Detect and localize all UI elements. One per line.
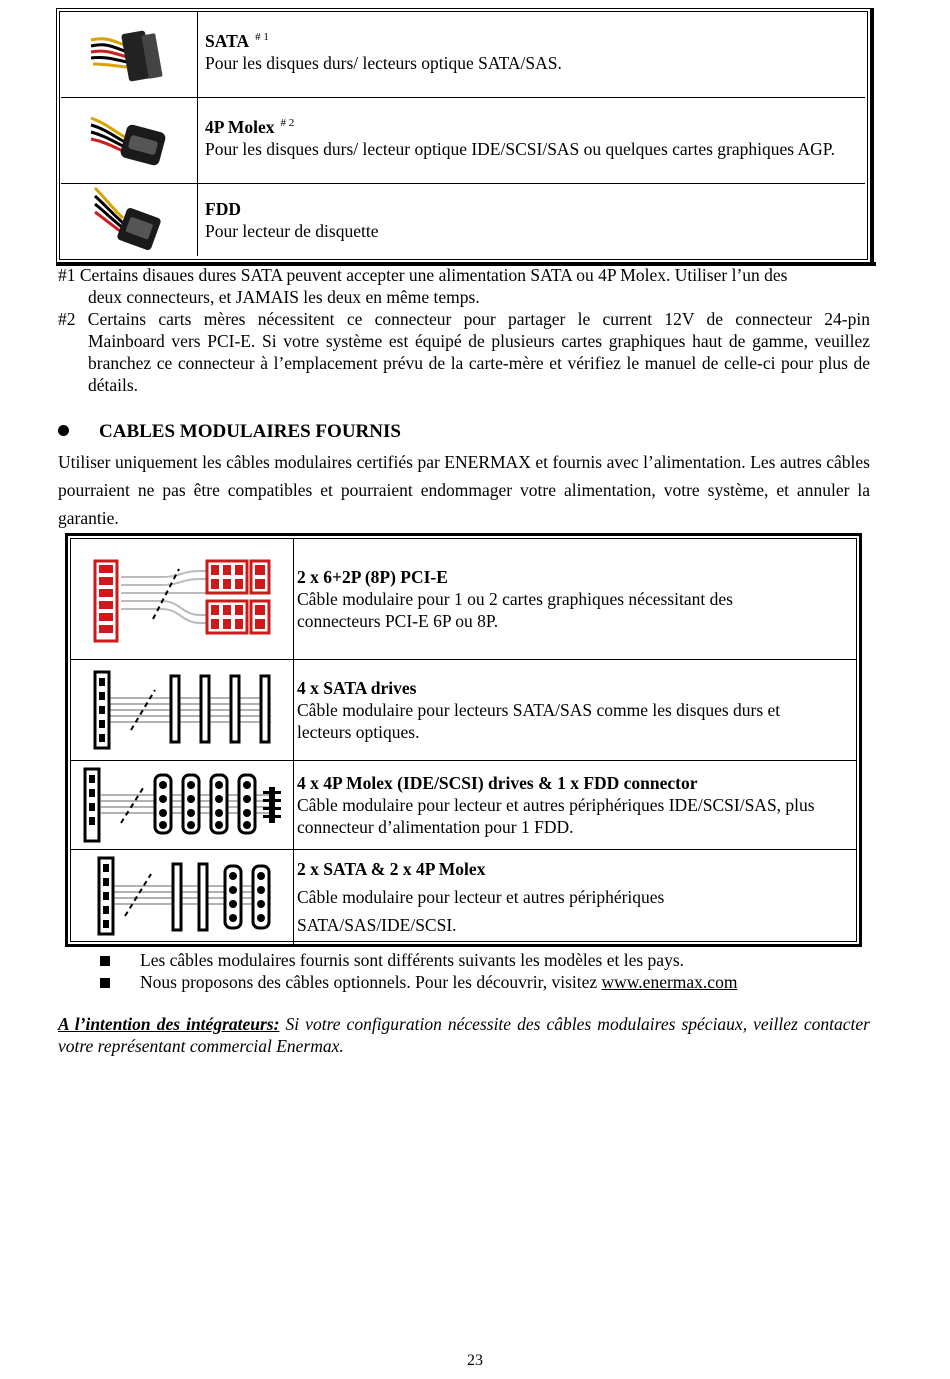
footnote-1-line2: deux connecteurs, et JAMAIS les deux en même temps. <box>88 287 480 307</box>
connector-row-molex <box>61 98 865 184</box>
connector-desc: Pour les disques durs/ lecteurs optique SATA/SAS. <box>205 52 562 73</box>
modular-desc: Câble modulaire pour lecteur et autres périphériques <box>297 887 665 907</box>
combo-modular-diagram <box>71 850 294 944</box>
connector-text <box>205 198 379 242</box>
fdd-cable-image <box>61 184 198 256</box>
modular-title: 4 x 4P Molex (IDE/SCSI) drives & 1 x FDD connector <box>297 773 698 793</box>
connector-name: FDD <box>205 199 241 219</box>
sata-modular-diagram <box>71 660 294 760</box>
footnote-2-rest: Mainboard vers PCI-E. Si votre système est équipé de plusieurs cartes graphiques haut de gamme, veuillez branchez ce connecteur à l’emplacement prévu de la carte-mère et vérifiez le manuel de celle-ci pour plus de détails. <box>88 331 870 395</box>
modular-desc: Câble modulaire pour lecteur et autres périphériques IDE/SCSI/SAS, plus connecteur d’alimentation pour 1 FDD. <box>297 795 815 837</box>
modular-title: 2 x 6+2P (8P) PCI-E <box>297 567 448 587</box>
footnote-1 <box>58 264 870 308</box>
modular-text <box>297 566 787 632</box>
modular-text <box>297 772 837 838</box>
footnote-2 <box>58 308 870 396</box>
pcie-cable-diagram <box>71 539 294 659</box>
modular-title: 2 x SATA & 2 x 4P Molex <box>297 859 486 879</box>
bullet-item <box>100 949 684 971</box>
footnote-2-line1: #2 Certains carts mères nécessitent ce connecteur pour partager le current 12V de connecteur 24-pin <box>58 309 870 329</box>
connector-table <box>56 8 871 263</box>
connector-footnote-ref: # 1 <box>255 31 269 43</box>
enermax-link[interactable]: www.enermax.com <box>601 972 738 992</box>
section-title: CABLES MODULAIRES FOURNIS <box>99 421 401 442</box>
connector-row-sata <box>61 12 865 98</box>
modular-desc: Câble modulaire pour lecteurs SATA/SAS comme les disques durs et lecteurs optiques. <box>297 700 781 742</box>
bullet-text: Les câbles modulaires fournis sont différents suivants les modèles et les pays. <box>140 950 685 970</box>
bullet-text: Nous proposons des câbles optionnels. Pour les découvrir, visitez <box>140 972 602 992</box>
modular-desc-line2: SATA/SAS/IDE/SCSI. <box>297 915 457 935</box>
molex-cable-image <box>61 98 198 183</box>
integrators-text: Si votre configuration nécessite des câbles modulaires spéciaux, veillez contacter votre représentant commercial Enermax. <box>58 1014 870 1056</box>
section-intro: Utiliser uniquement les câbles modulaires certifiés par ENERMAX et fournis avec l’alimentation. Les autres câbles pourraient ne pas être compatibles et pourraient endommager votre alimentation, votre système, et annuler la garantie. <box>58 452 870 528</box>
modular-row-combo <box>71 850 856 944</box>
sata-cable-image <box>61 12 198 97</box>
bullet-dot-icon <box>58 425 69 436</box>
bullet-item <box>100 971 737 993</box>
modular-row-sata <box>71 660 856 761</box>
connector-name: SATA <box>205 30 250 51</box>
connector-row-fdd <box>61 184 865 256</box>
modular-row-pcie <box>71 539 856 660</box>
modular-title: 4 x SATA drives <box>297 678 417 698</box>
square-bullet-icon <box>100 978 110 988</box>
footnote-1-line1: #1 Certains disaues dures SATA peuvent accepter une alimentation SATA ou 4P Molex. Utiliser l’un des <box>58 265 788 285</box>
integrators-note <box>58 1013 870 1057</box>
connector-name: 4P Molex <box>205 116 275 137</box>
integrators-label: A l’intention des intégrateurs: <box>58 1014 280 1034</box>
connector-desc: Pour les disques durs/ lecteur optique IDE/SCSI/SAS ou quelques cartes graphiques AGP. <box>205 138 835 159</box>
square-bullet-icon <box>100 956 110 966</box>
modular-cable-table <box>65 533 862 947</box>
modular-text <box>297 855 664 939</box>
modular-desc: Câble modulaire pour 1 ou 2 cartes graphiques nécessitant des connecteurs PCI-E 6P ou 8P. <box>297 589 733 631</box>
connector-desc: Pour lecteur de disquette <box>205 221 379 241</box>
connector-text <box>205 112 855 160</box>
connector-footnote-ref: # 2 <box>280 117 295 129</box>
section-heading <box>58 421 401 443</box>
molex-modular-diagram <box>71 761 294 849</box>
connector-text <box>205 26 562 74</box>
modular-row-molex <box>71 761 856 850</box>
modular-table-inner <box>70 538 857 942</box>
page-number: 23 <box>467 1352 483 1369</box>
table-shadow-right <box>870 8 874 264</box>
modular-text <box>297 677 837 743</box>
